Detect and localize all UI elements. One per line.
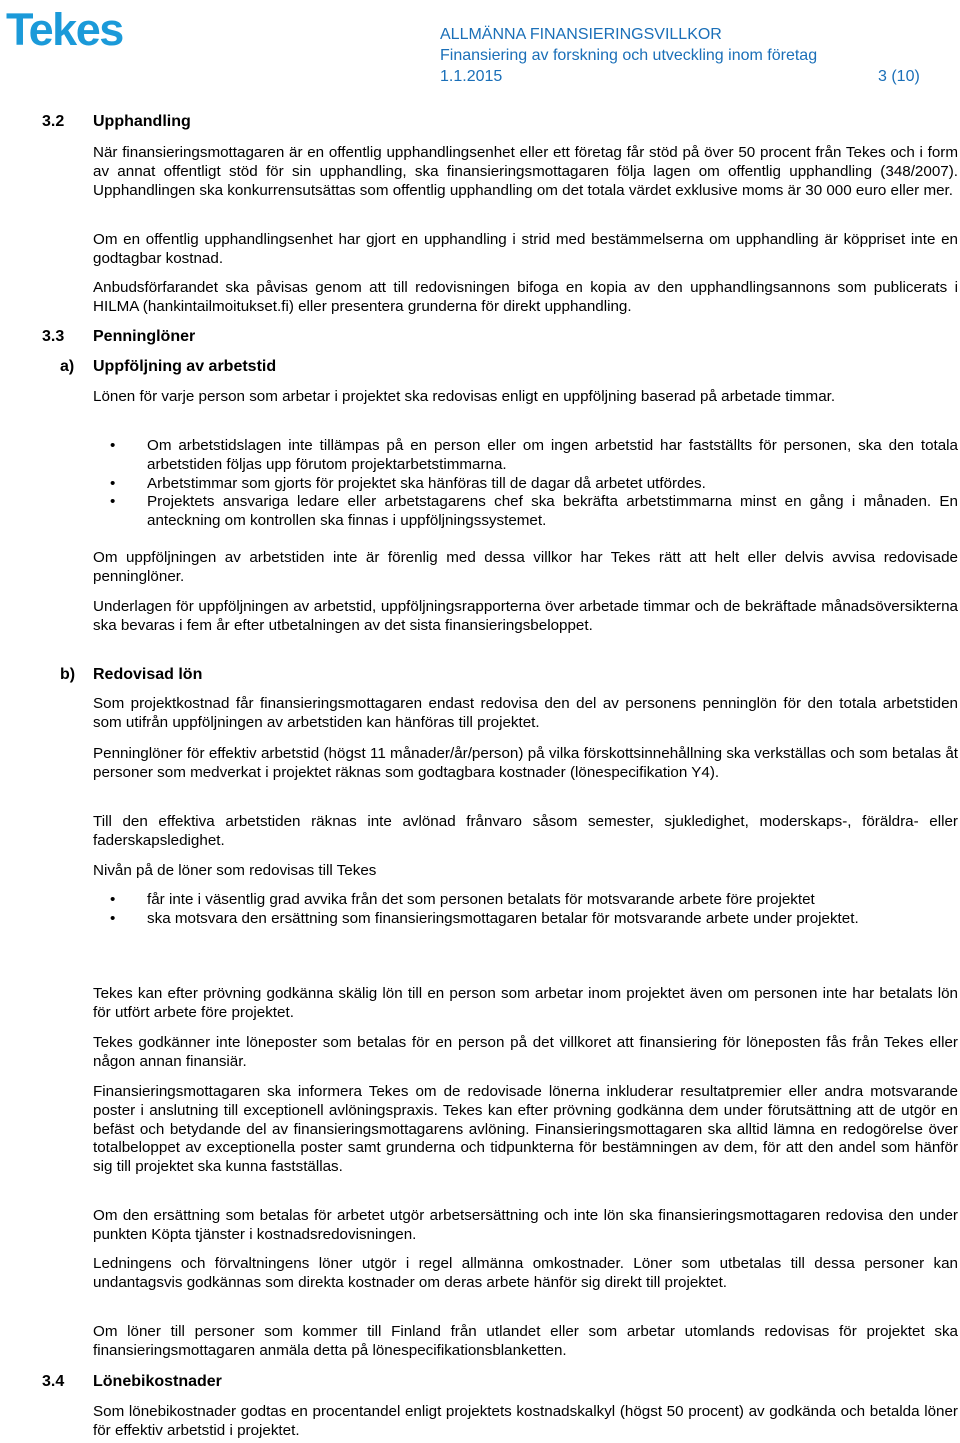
header-subtitle: Finansiering av forskning och utveckling inom företag: [440, 47, 818, 64]
list-item-text: Projektets ansvariga ledare eller arbetstagarens chef ska bekräfta arbetstimmarna minst en gång i månaden. En anteckning om kontrollen ska finnas i uppföljningssystemet.: [147, 493, 958, 530]
subheading-letter: a): [60, 358, 75, 375]
paragraph: Penninglöner för effektiv arbetstid (högst 11 månader/år/person) på vilka förskottsinnehållning ska verkställas och som betalas åt personer som medverkat i projektet räknas som godtagbara kostnader (lönespecifikation Y4).: [93, 745, 958, 781]
document-header: [440, 24, 920, 87]
paragraph: Tekes godkänner inte löneposter som betalas för en person på det villkoret att finansiering för löneposten fås från Tekes eller någon annan finansiär.: [93, 1034, 958, 1070]
paragraph: När finansieringsmottagaren är en offentlig upphandlingsenhet eller ett företag får stöd på över 50 procent från Tekes och i form av annat offentligt stöd för sin upphandling, ska finansieringsmottagaren följa lagen om offentlig upphandling (348/2007). Upphandlingen ska konkurrensutsättas som offentlig upphandling om det totala värdet exklusive moms är 30 000 euro eller mer.: [93, 144, 958, 199]
section-title: Penninglöner: [93, 328, 196, 345]
bullet-icon: •: [110, 493, 116, 511]
subheading-title: Redovisad lön: [93, 666, 203, 683]
section-heading-3-2: [42, 112, 191, 132]
subheading-letter: b): [60, 666, 76, 683]
section-number: 3.4: [42, 1373, 65, 1390]
subheading-a: [60, 357, 276, 377]
paragraph: Nivån på de löner som redovisas till Tekes: [93, 862, 377, 879]
bullet-icon: •: [110, 437, 116, 454]
list-item: [93, 891, 958, 910]
paragraph: Om löner till personer som kommer till Finland från utlandet eller som arbetar utomlands redovisas för projektet ska finansieringsmottagaren anmäla detta på lönespecifikationsblanketten.: [93, 1323, 958, 1359]
bullet-icon: •: [110, 891, 116, 908]
section-heading-3-3: [42, 327, 195, 347]
paragraph: Till den effektiva arbetstiden räknas inte avlönad frånvaro såsom semester, sjukledighet, moderskaps-, föräldra- eller faderskapsledighet.: [93, 813, 958, 849]
paragraph: Anbudsförfarandet ska påvisas genom att till redovisningen bifoga en kopia av den upphandlingsannons som publicerats i HILMA (hankintailmoitukset.fi) eller presentera grunderna för direkt upphandling.: [93, 279, 958, 315]
list-item: [93, 475, 958, 494]
tekes-logo: Tekes: [6, 4, 123, 55]
header-title: ALLMÄNNA FINANSIERINGSVILLKOR: [440, 26, 722, 43]
subheading-b: [60, 665, 202, 685]
paragraph: Lönen för varje person som arbetar i projektet ska redovisas enligt en uppföljning baserad på arbetade timmar.: [93, 388, 836, 405]
section-heading-3-4: [42, 1372, 222, 1392]
section-title: Lönebikostnader: [93, 1373, 222, 1390]
subheading-title: Uppföljning av arbetstid: [93, 358, 277, 375]
paragraph: Om uppföljningen av arbetstiden inte är förenlig med dessa villkor har Tekes rätt att helt eller delvis avvisa redovisade penninglöner.: [93, 549, 958, 585]
paragraph: Finansieringsmottagaren ska informera Tekes om de redovisade lönerna inkluderar resultatpremier eller andra motsvarande poster i anslutning till exceptionell avlöningspraxis. Tekes kan efter prövning godkänna dem under förutsättning att de utgör en befäst och betydande del av finansieringsmottagarens avlöning. Finansieringsmottagaren ska alltid lämna en redogörelse över totalbeloppet av exceptionella poster samt grunderna och tidpunkterna för bestämningen av dem, för att den andel som hänför sig till projektet ska kunna fastställas.: [93, 1083, 958, 1176]
list-item: [93, 910, 958, 929]
list-item-text: ska motsvara den ersättning som finansieringsmottagaren betalar för motsvarande arbete under projektet.: [147, 909, 859, 927]
list-item-text: får inte i väsentlig grad avvika från det som personen betalats för motsvarande arbete före projektet: [147, 891, 815, 908]
list-item: [93, 493, 958, 531]
list-item-text: Arbetstimmar som gjorts för projektet ska hänföras till de dagar då arbetet utfördes.: [147, 474, 706, 492]
bullet-list: [93, 437, 958, 531]
paragraph: Underlagen för uppföljningen av arbetstid, uppföljningsrapporterna över arbetade timmar och de bekräftade månadsöversikterna ska bevaras i fem år efter utbetalningen av det sista finansieringsbeloppet.: [93, 598, 958, 634]
bullet-icon: •: [110, 474, 116, 492]
bullet-list: [93, 891, 958, 929]
paragraph: Tekes kan efter prövning godkänna skälig lön till en person som arbetar inom projektet även om personen inte har betalats lön för utfört arbete före projektet.: [93, 985, 958, 1021]
section-title: Upphandling: [93, 113, 191, 130]
paragraph: Om en offentlig upphandlingsenhet har gjort en upphandling i strid med bestämmelserna om upphandling är köppriset inte en godtagbar kostnad.: [93, 231, 958, 267]
paragraph: Som lönebikostnader godtas en procentandel enligt projektets kostnadskalkyl (högst 50 procent) av godkända och betalda löner för effektiv arbetstid i projektet.: [93, 1403, 958, 1439]
section-number: 3.3: [42, 328, 65, 345]
list-item: [93, 437, 958, 475]
header-date: 1.1.2015: [440, 68, 503, 85]
page-number: 3 (10): [878, 68, 920, 85]
section-number: 3.2: [42, 113, 65, 130]
list-item-text: Om arbetstidslagen inte tillämpas på en person eller om ingen arbetstid har fastställts för personen, ska den totala arbetstiden följas upp förutom projektarbetstimmarna.: [147, 437, 958, 473]
paragraph: Om den ersättning som betalas för arbetet utgör arbetsersättning och inte lön ska finansieringsmottagaren redovisa den under punkten Köpta tjänster i kostnadsredovisningen.: [93, 1207, 958, 1243]
paragraph: Ledningens och förvaltningens löner utgör i regel allmänna omkostnader. Löner som utbetalas till dessa personer kan undantagsvis godkännas som direkta kostnader om deras arbete hänför sig direkt till projektet.: [93, 1255, 958, 1291]
paragraph: Som projektkostnad får finansieringsmottagaren endast redovisa den del av personens penninglön för den totala arbetstiden som utifrån uppföljningen av arbetstiden kan hänföras till projektet.: [93, 695, 958, 731]
bullet-icon: •: [110, 909, 116, 927]
